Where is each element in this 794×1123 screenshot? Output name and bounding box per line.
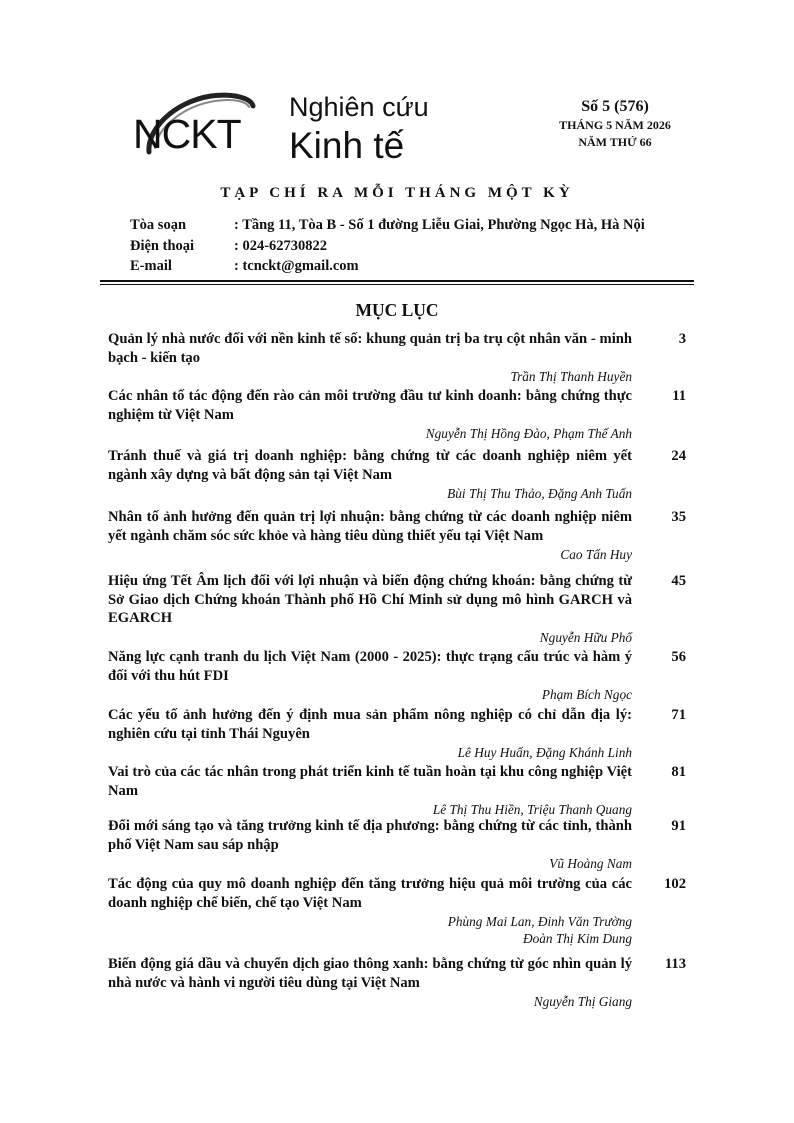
journal-name — [289, 92, 429, 167]
toc-entry-page: 3 — [678, 331, 686, 347]
toc-entry-title: Biến động giá dầu và chuyển dịch giao thông xanh: bằng chứng từ góc nhìn quản lý nhà nước và hành vi người tiêu dùng tại Việt Nam — [108, 956, 632, 991]
toc-entry-page: 35 — [671, 509, 686, 525]
toc-entry-authors: Lê Huy Huấn, Đặng Khánh Linh — [457, 745, 632, 760]
contact-row-phone — [130, 236, 645, 257]
toc-entry[interactable] — [108, 508, 690, 563]
toc-entry-authors: Phạm Bích Ngọc — [541, 687, 632, 702]
journal-name-line1: Nghiên cứu — [289, 92, 429, 122]
toc-entry-authors: Bùi Thị Thu Thảo, Đặng Anh Tuấn — [447, 486, 632, 501]
contact-row-email — [130, 256, 645, 277]
journal-logo — [133, 90, 253, 162]
issue-info — [540, 97, 690, 151]
toc-entry-title: Các yếu tố ảnh hưởng đến ý định mua sản phẩm nông nghiệp có chỉ dẫn địa lý: nghiên cứu tại tỉnh Thái Nguyên — [108, 707, 632, 742]
contact-value: : Tầng 11, Tòa B - Số 1 đường Liễu Giai, Phường Ngọc Hà, Hà Nội — [234, 217, 645, 233]
toc-entry-title: Năng lực cạnh tranh du lịch Việt Nam (2000 - 2025): thực trạng cấu trúc và hàm ý đối với thu hút FDI — [108, 649, 632, 684]
toc-entry-page: 56 — [671, 649, 686, 665]
toc-entry-page: 81 — [671, 764, 686, 780]
toc-entry-page: 91 — [671, 818, 686, 834]
tagline: TẠP CHÍ RA MỖI THÁNG MỘT KỲ — [220, 185, 574, 201]
toc-entry[interactable] — [108, 447, 690, 502]
toc-entry[interactable] — [108, 817, 690, 872]
toc-entry-page: 102 — [664, 876, 686, 892]
toc-entry-title: Quản lý nhà nước đối với nền kinh tế số: khung quản trị ba trụ cột nhân văn - minh bạch - kiến tạo — [108, 331, 632, 366]
toc-entry[interactable] — [108, 955, 690, 1010]
contact-label: Điện thoại — [130, 237, 195, 254]
toc-entry-authors-cont: Đoàn Thị Kim Dung — [523, 931, 632, 946]
toc-entry-page: 24 — [671, 448, 686, 464]
toc-entry-authors: Phùng Mai Lan, Đinh Văn Trường — [447, 914, 632, 929]
toc-entry-authors: Cao Tấn Huy — [560, 547, 632, 562]
toc-entry[interactable] — [108, 387, 690, 442]
toc-entry[interactable] — [108, 706, 690, 761]
toc-entry[interactable] — [108, 572, 690, 646]
header-divider — [100, 280, 694, 282]
logo-text: NCKT — [133, 111, 241, 157]
contact-label: E-mail — [130, 258, 172, 274]
toc-entry-authors: Vũ Hoàng Nam — [549, 856, 632, 871]
toc-entry-authors: Nguyễn Thị Hồng Đào, Phạm Thế Anh — [425, 426, 632, 441]
contact-row-address — [130, 215, 645, 236]
toc-entry-authors: Nguyễn Hữu Phổ — [539, 629, 632, 645]
toc-heading: MỤC LỤC — [355, 300, 439, 320]
toc-entry-authors: Lê Thị Thu Hiền, Triệu Thanh Quang — [432, 802, 632, 817]
contact-block — [130, 215, 645, 277]
toc-entry-title: Vai trò của các tác nhân trong phát triển kinh tế tuần hoàn tại khu công nghiệp Việt Nam — [108, 764, 632, 799]
toc-entry-title: Tác động của quy mô doanh nghiệp đến tăng trưởng hiệu quả môi trường của các doanh nghiệp chế biến, chế tạo Việt Nam — [108, 876, 632, 911]
toc-entry-title: Đổi mới sáng tạo và tăng trưởng kinh tế địa phương: bằng chứng từ các tỉnh, thành phố Việt Nam sau sáp nhập — [108, 818, 632, 853]
contact-label: Tòa soạn — [130, 217, 187, 233]
toc-entry-page: 45 — [671, 573, 686, 589]
issue-month: THÁNG 5 NĂM 2026 — [559, 118, 671, 132]
toc-entry[interactable] — [108, 875, 690, 947]
toc-entry-title: Các nhân tố tác động đến rào cản môi trường đầu tư kinh doanh: bằng chứng thực nghiệm từ Việt Nam — [108, 388, 632, 423]
toc-entry-authors: Nguyễn Thị Giang — [533, 994, 632, 1009]
toc-entry-page: 11 — [672, 388, 686, 404]
contact-value: : tcnckt@gmail.com — [234, 258, 359, 274]
toc-entry-title: Hiệu ứng Tết Âm lịch đối với lợi nhuận và biến động chứng khoán: bằng chứng từ Sở Giao dịch Chứng khoán Thành phố Hồ Chí Minh sử dụng mô hình GARCH và EGARCH — [108, 573, 632, 626]
toc-entry[interactable] — [108, 330, 690, 385]
toc-entry[interactable] — [108, 648, 690, 703]
toc-entry-page: 113 — [664, 956, 686, 972]
issue-number: Số 5 (576) — [581, 98, 649, 115]
journal-name-line2: Kinh tế — [289, 125, 405, 166]
contact-value: : 024-62730822 — [234, 237, 328, 254]
toc-entry-title: Nhân tố ảnh hưởng đến quản trị lợi nhuận: bằng chứng từ các doanh nghiệp niêm yết ngành chăm sóc sức khỏe và hàng tiêu dùng thiết yếu tại Việt Nam — [108, 509, 632, 544]
toc-entry-authors: Trần Thị Thanh Huyền — [510, 369, 632, 384]
toc-entry-page: 71 — [671, 707, 686, 723]
toc-entry-title: Tránh thuế và giá trị doanh nghiệp: bằng chứng từ các doanh nghiệp niêm yết ngành xây dựng và bất động sản tại Việt Nam — [108, 448, 632, 483]
issue-year: NĂM THỨ 66 — [578, 135, 652, 149]
toc-entry[interactable] — [108, 763, 690, 818]
header-divider-thin — [100, 284, 694, 285]
